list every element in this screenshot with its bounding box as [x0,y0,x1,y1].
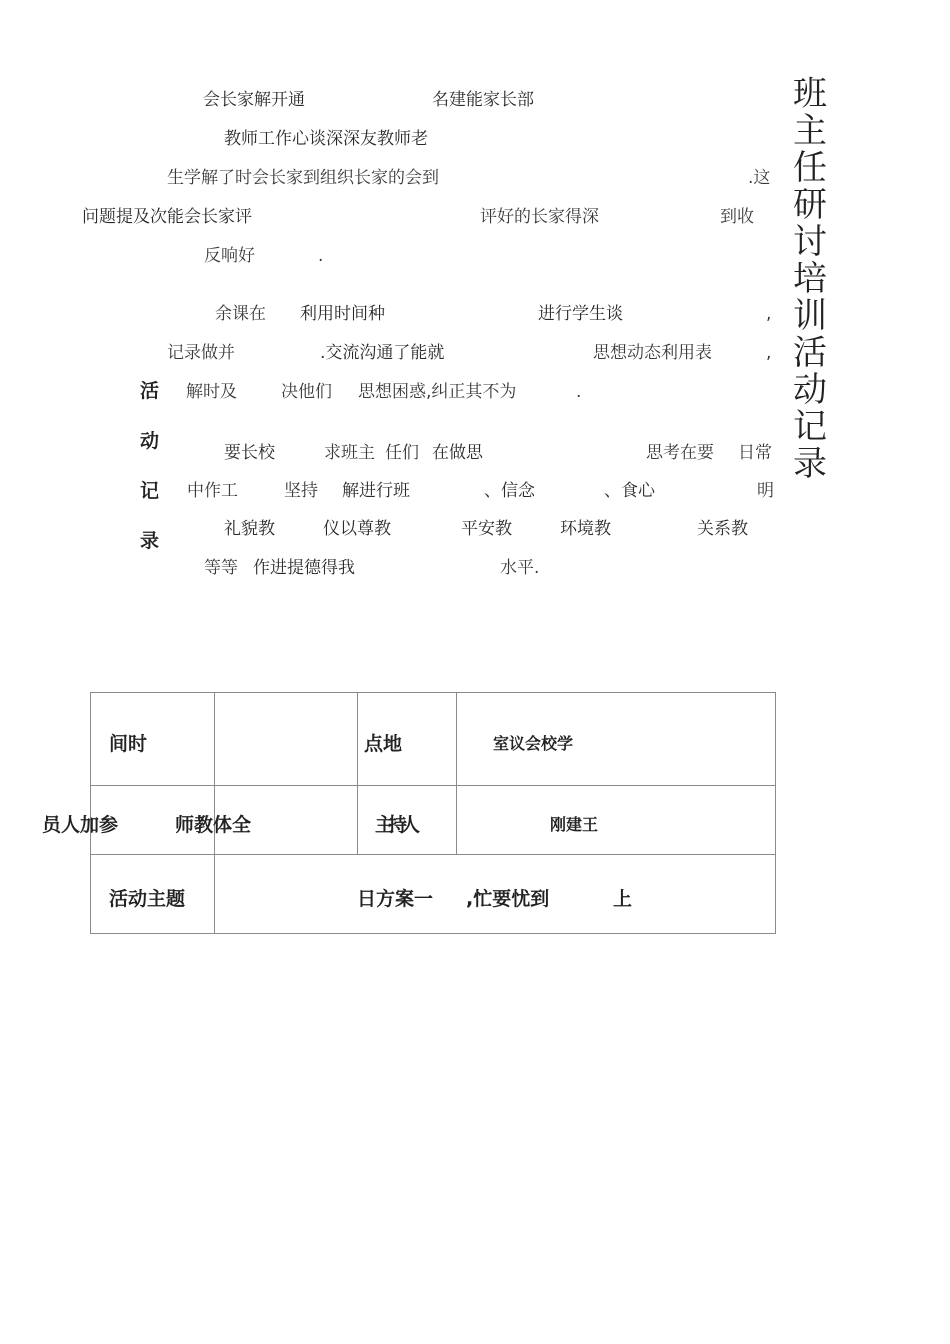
record-text: 仪以尊教 [323,519,391,539]
record-text: 明 [757,481,774,501]
record-text: 思想困惑,纠正其不为 [358,382,517,402]
record-text: 思想动态利用表 [593,343,712,363]
record-text: 中作工 [187,481,238,501]
participants-label: 员人加参 [42,814,119,836]
record-text: 会长家解开通 [203,90,305,110]
record-text: 到收 [720,207,754,227]
time-label: 间时 [109,733,148,755]
record-text: 环境教 [560,519,611,539]
host-label: 主持人 [375,814,415,836]
record-text: . [318,246,324,266]
column-divider [456,692,457,854]
record-text: 等等 [204,558,238,578]
record-text: 作进提德得我 [253,558,355,578]
record-text: .交流沟通了能就 [320,343,445,363]
record-text: 日常 [738,443,772,463]
record-text: 、信念 [484,481,535,501]
row-divider [90,785,776,786]
record-text: 水平. [500,558,540,578]
record-text: 利用时间种 [300,304,385,324]
record-text: , [766,304,772,324]
theme-value: 日方案一 [357,888,434,910]
theme-value: 上 [613,888,633,910]
record-text: 名建能家长部 [432,90,534,110]
record-text: 求班主 [324,443,375,463]
record-text: 解时及 [186,382,237,402]
record-text: 坚持 [284,481,318,501]
record-text: 记录做并 [167,343,235,363]
record-text: 反响好 [204,246,255,266]
theme-label: 活动主题 [109,888,186,910]
row-divider [90,854,776,855]
record-text: 生学解了时会长家到组织长家的会到 [167,168,439,188]
record-text: 教师工作心谈深深友教师老 [224,129,428,149]
location-value: 室议会校学 [493,734,574,753]
record-text: 平安教 [461,519,512,539]
record-text: 要长校 [224,443,275,463]
page-title: 班主任研讨培训活动记录 [793,74,827,484]
column-divider [357,692,358,854]
record-text: 思考在要 [646,443,714,463]
record-text: 评好的长家得深 [480,207,599,227]
participants-value: 师教体全 [175,814,252,836]
record-text: 决他们 [281,382,332,402]
record-text: 、食心 [604,481,655,501]
record-text: 问题提及次能会长家评 [82,207,252,227]
record-text: .这 [748,168,771,188]
record-text: 任们 [385,443,419,463]
record-text: 关系教 [697,519,748,539]
record-text: 解进行班 [342,481,410,501]
record-text: 在做思 [432,443,483,463]
section-label: 活动记录 [140,380,160,552]
host-value: 刚建王 [550,815,599,834]
location-label: 点地 [364,733,403,755]
record-text: . [576,382,582,402]
record-text: , [766,343,772,363]
record-text: 礼貌教 [224,519,275,539]
record-text: 进行学生谈 [538,304,623,324]
theme-value: ,忙要忧到 [466,888,550,910]
record-text: 余课在 [215,304,266,324]
